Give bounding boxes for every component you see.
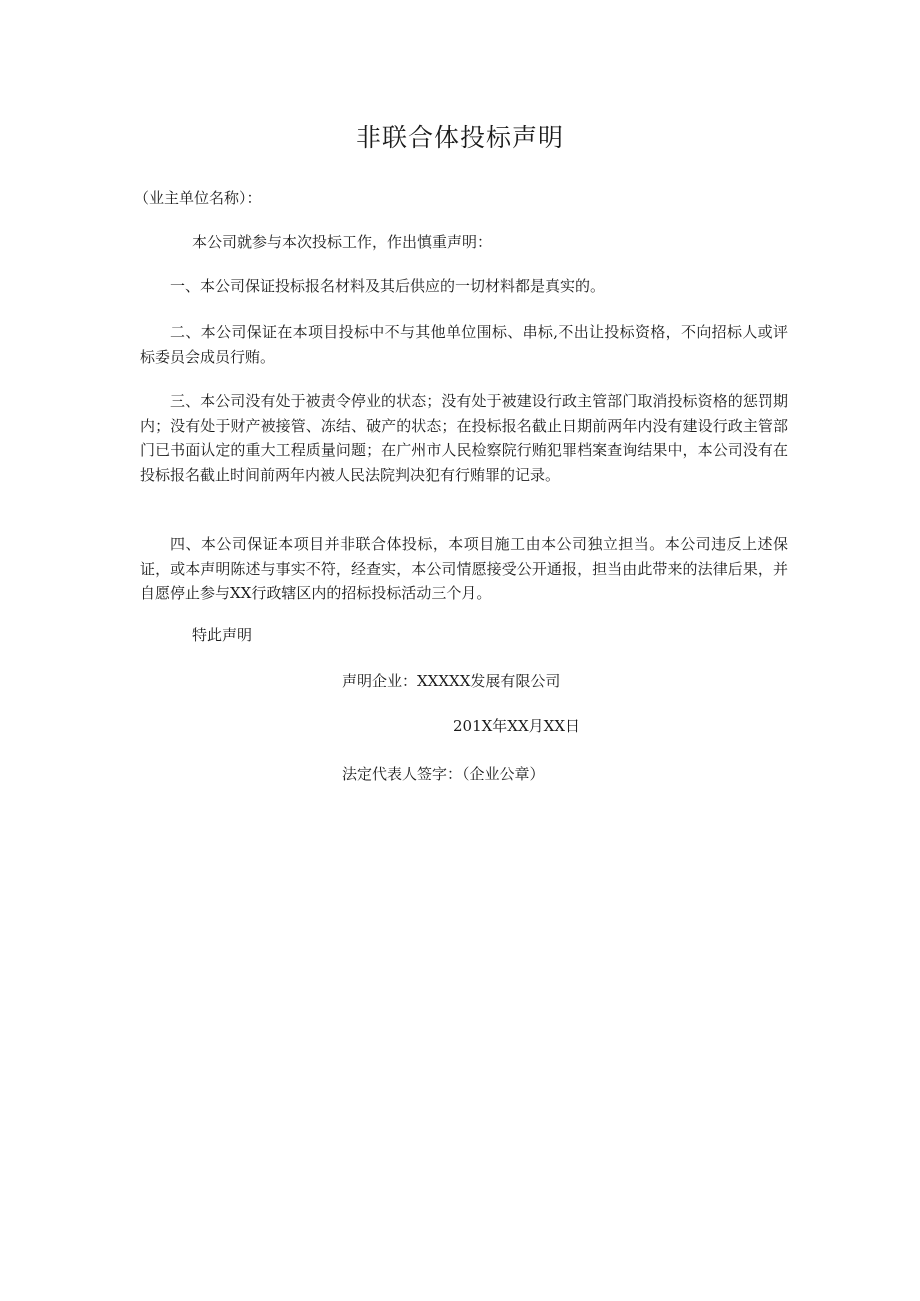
document-title: 非联合体投标声明 — [355, 123, 564, 152]
paragraph-2: 二、本公司保证在本项目投标中不与其他单位围标、串标,不出让投标资格，不向招标人或评标委员会成员行贿。 — [140, 323, 788, 366]
closing-statement: 特此声明 — [192, 626, 253, 644]
intro-paragraph: 本公司就参与本次投标工作，作出慎重声明： — [192, 233, 493, 251]
paragraph-3: 三、本公司没有处于被责令停业的状态；没有处于被建设行政主管部门取消投标资格的惩罚期内；没有处于财产被接管、冻结、破产的状态；在投标报名截止日期前两年内没有建设行政主管部门已书面认定的重大工程质量问题；在广州市人民检察院行贿犯罪档案查询结果中，本公司没有在投标报名截止时间前两年内被人民法院判决犯有行贿罪的记录。 — [140, 392, 788, 484]
legal-representative-signature: 法定代表人签字：（企业公章） — [342, 765, 545, 783]
declaring-company: 声明企业：XXXXX发展有限公司 — [342, 672, 561, 690]
paragraph-1: 一、本公司保证投标报名材料及其后供应的一切材料都是真实的。 — [170, 277, 606, 295]
paragraph-4: 四、本公司保证本项目并非联合体投标，本项目施工由本公司独立担当。本公司违反上述保证，或本声明陈述与事实不符，经查实，本公司情愿接受公开通报，担当由此带来的法律后果，并自愿停止参与XX行政辖区内的招标投标活动三个月。 — [140, 535, 788, 602]
declaration-date: 201X年XX月XX日 — [453, 717, 581, 735]
salutation: （业主单位名称）： — [134, 189, 262, 207]
